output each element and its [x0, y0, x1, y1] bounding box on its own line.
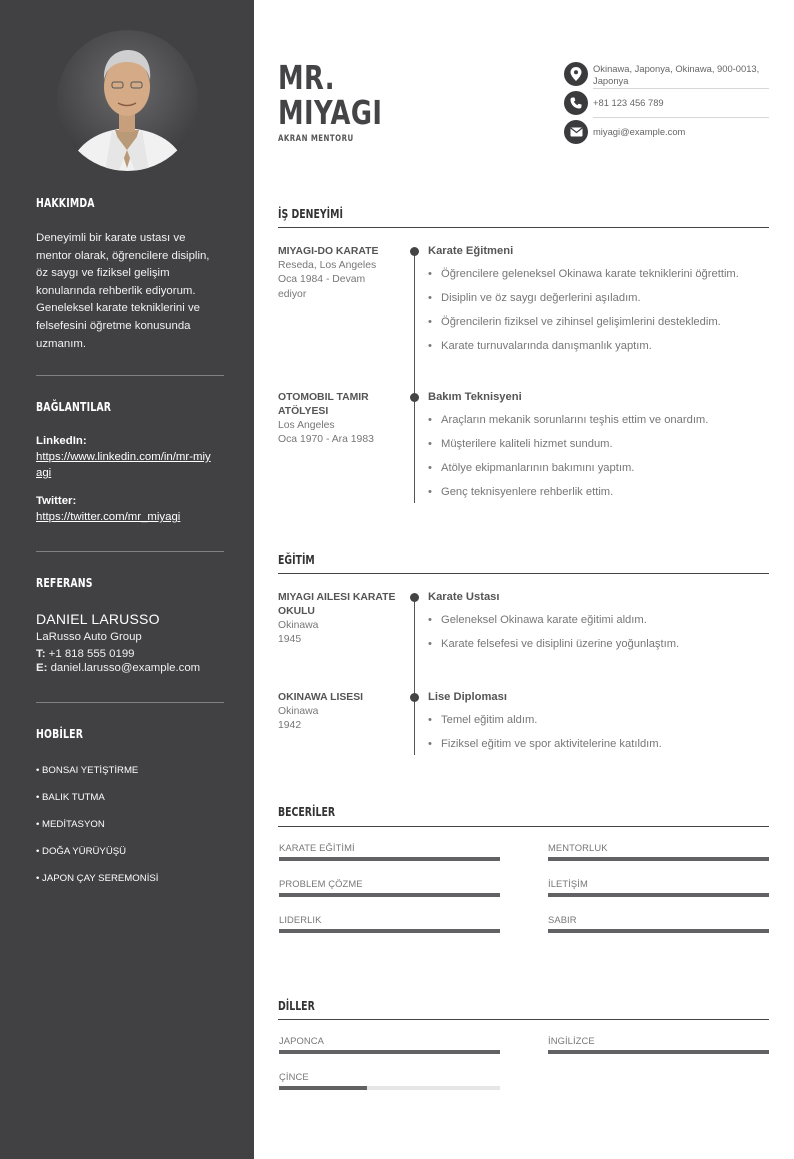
language-bar-fill	[279, 1050, 500, 1054]
entry-organization: MIYAGI AILESI KARATE OKULU	[278, 592, 396, 617]
about-section	[36, 196, 224, 353]
language-bar	[279, 1050, 500, 1054]
languages-heading: DİLLER	[278, 999, 315, 1013]
profile-photo	[57, 30, 198, 171]
entry-bullet: • Karate turnuvalarında danışmanlık yaptım.	[428, 340, 652, 352]
skill-name: PROBLEM ÇÖZME	[279, 878, 363, 889]
twitter-label: Twitter:	[36, 495, 77, 507]
reference-email: E: daniel.larusso@example.com	[36, 662, 201, 674]
skill-name: SABIR	[548, 914, 577, 925]
entry-bullet: • Fiziksel eğitim ve spor aktivitelerine katıldım.	[428, 738, 662, 750]
skill-item	[548, 842, 769, 853]
language-bar	[548, 1050, 769, 1054]
experience-entry-info	[278, 391, 396, 448]
entry-bullet: • Temel eğitim aldım.	[428, 714, 538, 726]
skill-bar	[279, 893, 500, 897]
skill-item	[279, 842, 500, 853]
entry-organization: OTOMOBIL TAMIR ATÖLYESI	[278, 392, 369, 417]
phone-icon	[564, 91, 588, 115]
education-timeline	[414, 597, 415, 755]
reference-section	[36, 576, 224, 674]
experience-heading: İŞ DENEYİMİ	[278, 207, 343, 221]
entry-bullet: • Geleneksel Okinawa karate eğitimi aldım.	[428, 614, 647, 626]
language-bar-fill	[548, 1050, 769, 1054]
entry-location: Los Angeles	[278, 420, 335, 431]
timeline-dot	[410, 393, 419, 402]
reference-phone: T: +1 818 555 0199	[36, 648, 135, 660]
sidebar	[0, 0, 254, 1159]
entry-dates: 1945	[278, 634, 302, 646]
sidebar-divider	[36, 702, 224, 703]
entry-organization: MIYAGI-DO KARATE	[278, 246, 379, 257]
education-entry-info	[278, 591, 396, 648]
mail-icon	[564, 120, 588, 144]
language-item	[279, 1071, 500, 1082]
skill-name: KARATE EĞİTİMİ	[279, 842, 355, 853]
contact-address	[564, 62, 769, 87]
entry-location: Okinawa	[278, 620, 319, 631]
skill-item	[279, 914, 500, 925]
links-section	[36, 400, 224, 525]
hobbies-section	[36, 727, 224, 900]
skill-bar	[279, 929, 500, 933]
entry-role: Bakım Teknisyeni	[428, 391, 522, 403]
hobbies-heading: HOBİLER	[36, 727, 84, 741]
twitter-link[interactable]: https://twitter.com/mr_miyagi	[36, 511, 181, 523]
skill-bar-fill	[279, 929, 500, 933]
entry-role: Karate Eğitmeni	[428, 245, 514, 257]
skill-bar	[548, 893, 769, 897]
hobby-item: • BALIK TUTMA	[36, 792, 105, 803]
entry-dates: 1942	[278, 720, 302, 732]
language-item	[548, 1035, 769, 1046]
hobby-item: • JAPON ÇAY SEREMONİSİ	[36, 873, 159, 884]
entry-location: Okinawa	[278, 706, 319, 717]
skill-bar-fill	[548, 929, 769, 933]
about-heading: HAKKIMDA	[36, 196, 95, 210]
entry-dates: Oca 1970 - Ara 1983	[278, 434, 374, 446]
hobby-item: • DOĞA YÜRÜYÜŞÜ	[36, 846, 127, 857]
email-text[interactable]: miyagi@example.com	[593, 126, 686, 137]
entry-bullet: • Müşterilere kaliteli hizmet sundum.	[428, 438, 613, 450]
timeline-dot	[410, 247, 419, 256]
education-entry-info	[278, 691, 396, 734]
hobby-item: • MEDİTASYON	[36, 819, 105, 830]
language-bar	[279, 1086, 500, 1090]
person-name: MR. MIYAGI	[278, 58, 383, 132]
education-heading: EĞİTİM	[278, 553, 315, 567]
skills-heading: BECERİLER	[278, 805, 336, 819]
skill-item	[279, 878, 500, 889]
experience-entry-details	[428, 391, 768, 499]
sidebar-divider	[36, 375, 224, 376]
entry-role: Karate Ustası	[428, 591, 500, 603]
section-rule	[278, 227, 769, 228]
entry-bullet: • Genç teknisyenlere rehberlik ettim.	[428, 486, 614, 498]
education-entry-details	[428, 591, 768, 651]
timeline-dot	[410, 693, 419, 702]
contact-divider	[593, 88, 769, 89]
experience-entry-details	[428, 245, 768, 353]
skill-bar	[548, 857, 769, 861]
skill-item	[548, 878, 769, 889]
section-rule	[278, 826, 769, 827]
about-text: Deneyimli bir karate ustası ve mentor olarak, öğrencilere disiplin, öz saygı ve fiziksel gelişim konularında rehberlik ediyorum. Geneleksel karate tekniklerini ve felsefesini öğretme konusunda uzmanım.	[36, 232, 210, 350]
timeline-dot	[410, 593, 419, 602]
skill-bar-fill	[279, 857, 500, 861]
address-text: Okinawa, Japonya, Okinawa, 900-0013, Japonya	[593, 63, 760, 86]
skill-bar	[279, 857, 500, 861]
skill-item	[548, 914, 769, 925]
contact-divider	[593, 117, 769, 118]
skill-name: MENTORLUK	[548, 842, 608, 853]
sidebar-divider	[36, 551, 224, 552]
entry-bullet: • Disiplin ve öz saygı değerlerini aşıladım.	[428, 292, 641, 304]
experience-entry-info	[278, 245, 396, 302]
hobby-item: • BONSAI YETİŞTİRME	[36, 765, 139, 776]
skill-bar-fill	[548, 857, 769, 861]
language-bar-fill	[279, 1086, 367, 1090]
entry-bullet: • Öğrencilerin fiziksel ve zihinsel gelişimlerini destekledim.	[428, 316, 721, 328]
entry-bullet: • Öğrencilere geleneksel Okinawa karate tekniklerini öğrettim.	[428, 268, 739, 280]
entry-bullet: • Atölye ekipmanlarının bakımını yaptım.	[428, 462, 635, 474]
skill-bar-fill	[279, 893, 500, 897]
skill-name: LIDERLIK	[279, 914, 322, 925]
education-entry-details	[428, 691, 768, 751]
language-name: JAPONCA	[279, 1035, 324, 1046]
reference-heading: REFERANS	[36, 576, 93, 590]
linkedin-label: LinkedIn:	[36, 435, 87, 447]
entry-organization: OKINAWA LISESI	[278, 692, 364, 703]
entry-location: Reseda, Los Angeles	[278, 260, 377, 271]
linkedin-link[interactable]: https://www.linkedin.com/in/mr-miyagi	[36, 451, 211, 479]
reference-company: LaRusso Auto Group	[36, 631, 142, 643]
language-item	[279, 1035, 500, 1046]
entry-bullet: • Araçların mekanik sorunlarını teşhis ettim ve onardım.	[428, 414, 709, 426]
person-title: AKRAN MENTORU	[278, 134, 354, 144]
entry-bullet: • Karate felsefesi ve disiplini üzerine yoğunlaştım.	[428, 638, 680, 650]
contact-email	[564, 120, 769, 144]
language-name: ÇİNCE	[279, 1071, 309, 1082]
entry-dates: Oca 1984 - Devam ediyor	[278, 274, 366, 300]
skill-name: İLETİŞİM	[548, 878, 588, 889]
contact-phone	[564, 91, 769, 115]
language-name: İNGİLİZCE	[548, 1035, 595, 1046]
entry-role: Lise Diploması	[428, 691, 507, 703]
section-rule	[278, 573, 769, 574]
phone-text: +81 123 456 789	[593, 97, 664, 108]
map-pin-icon	[564, 62, 588, 86]
experience-timeline	[414, 251, 415, 503]
skill-bar	[548, 929, 769, 933]
reference-name: DANIEL LARUSSO	[36, 611, 160, 627]
links-heading: BAĞLANTILAR	[36, 400, 112, 414]
section-rule	[278, 1019, 769, 1020]
skill-bar-fill	[548, 893, 769, 897]
